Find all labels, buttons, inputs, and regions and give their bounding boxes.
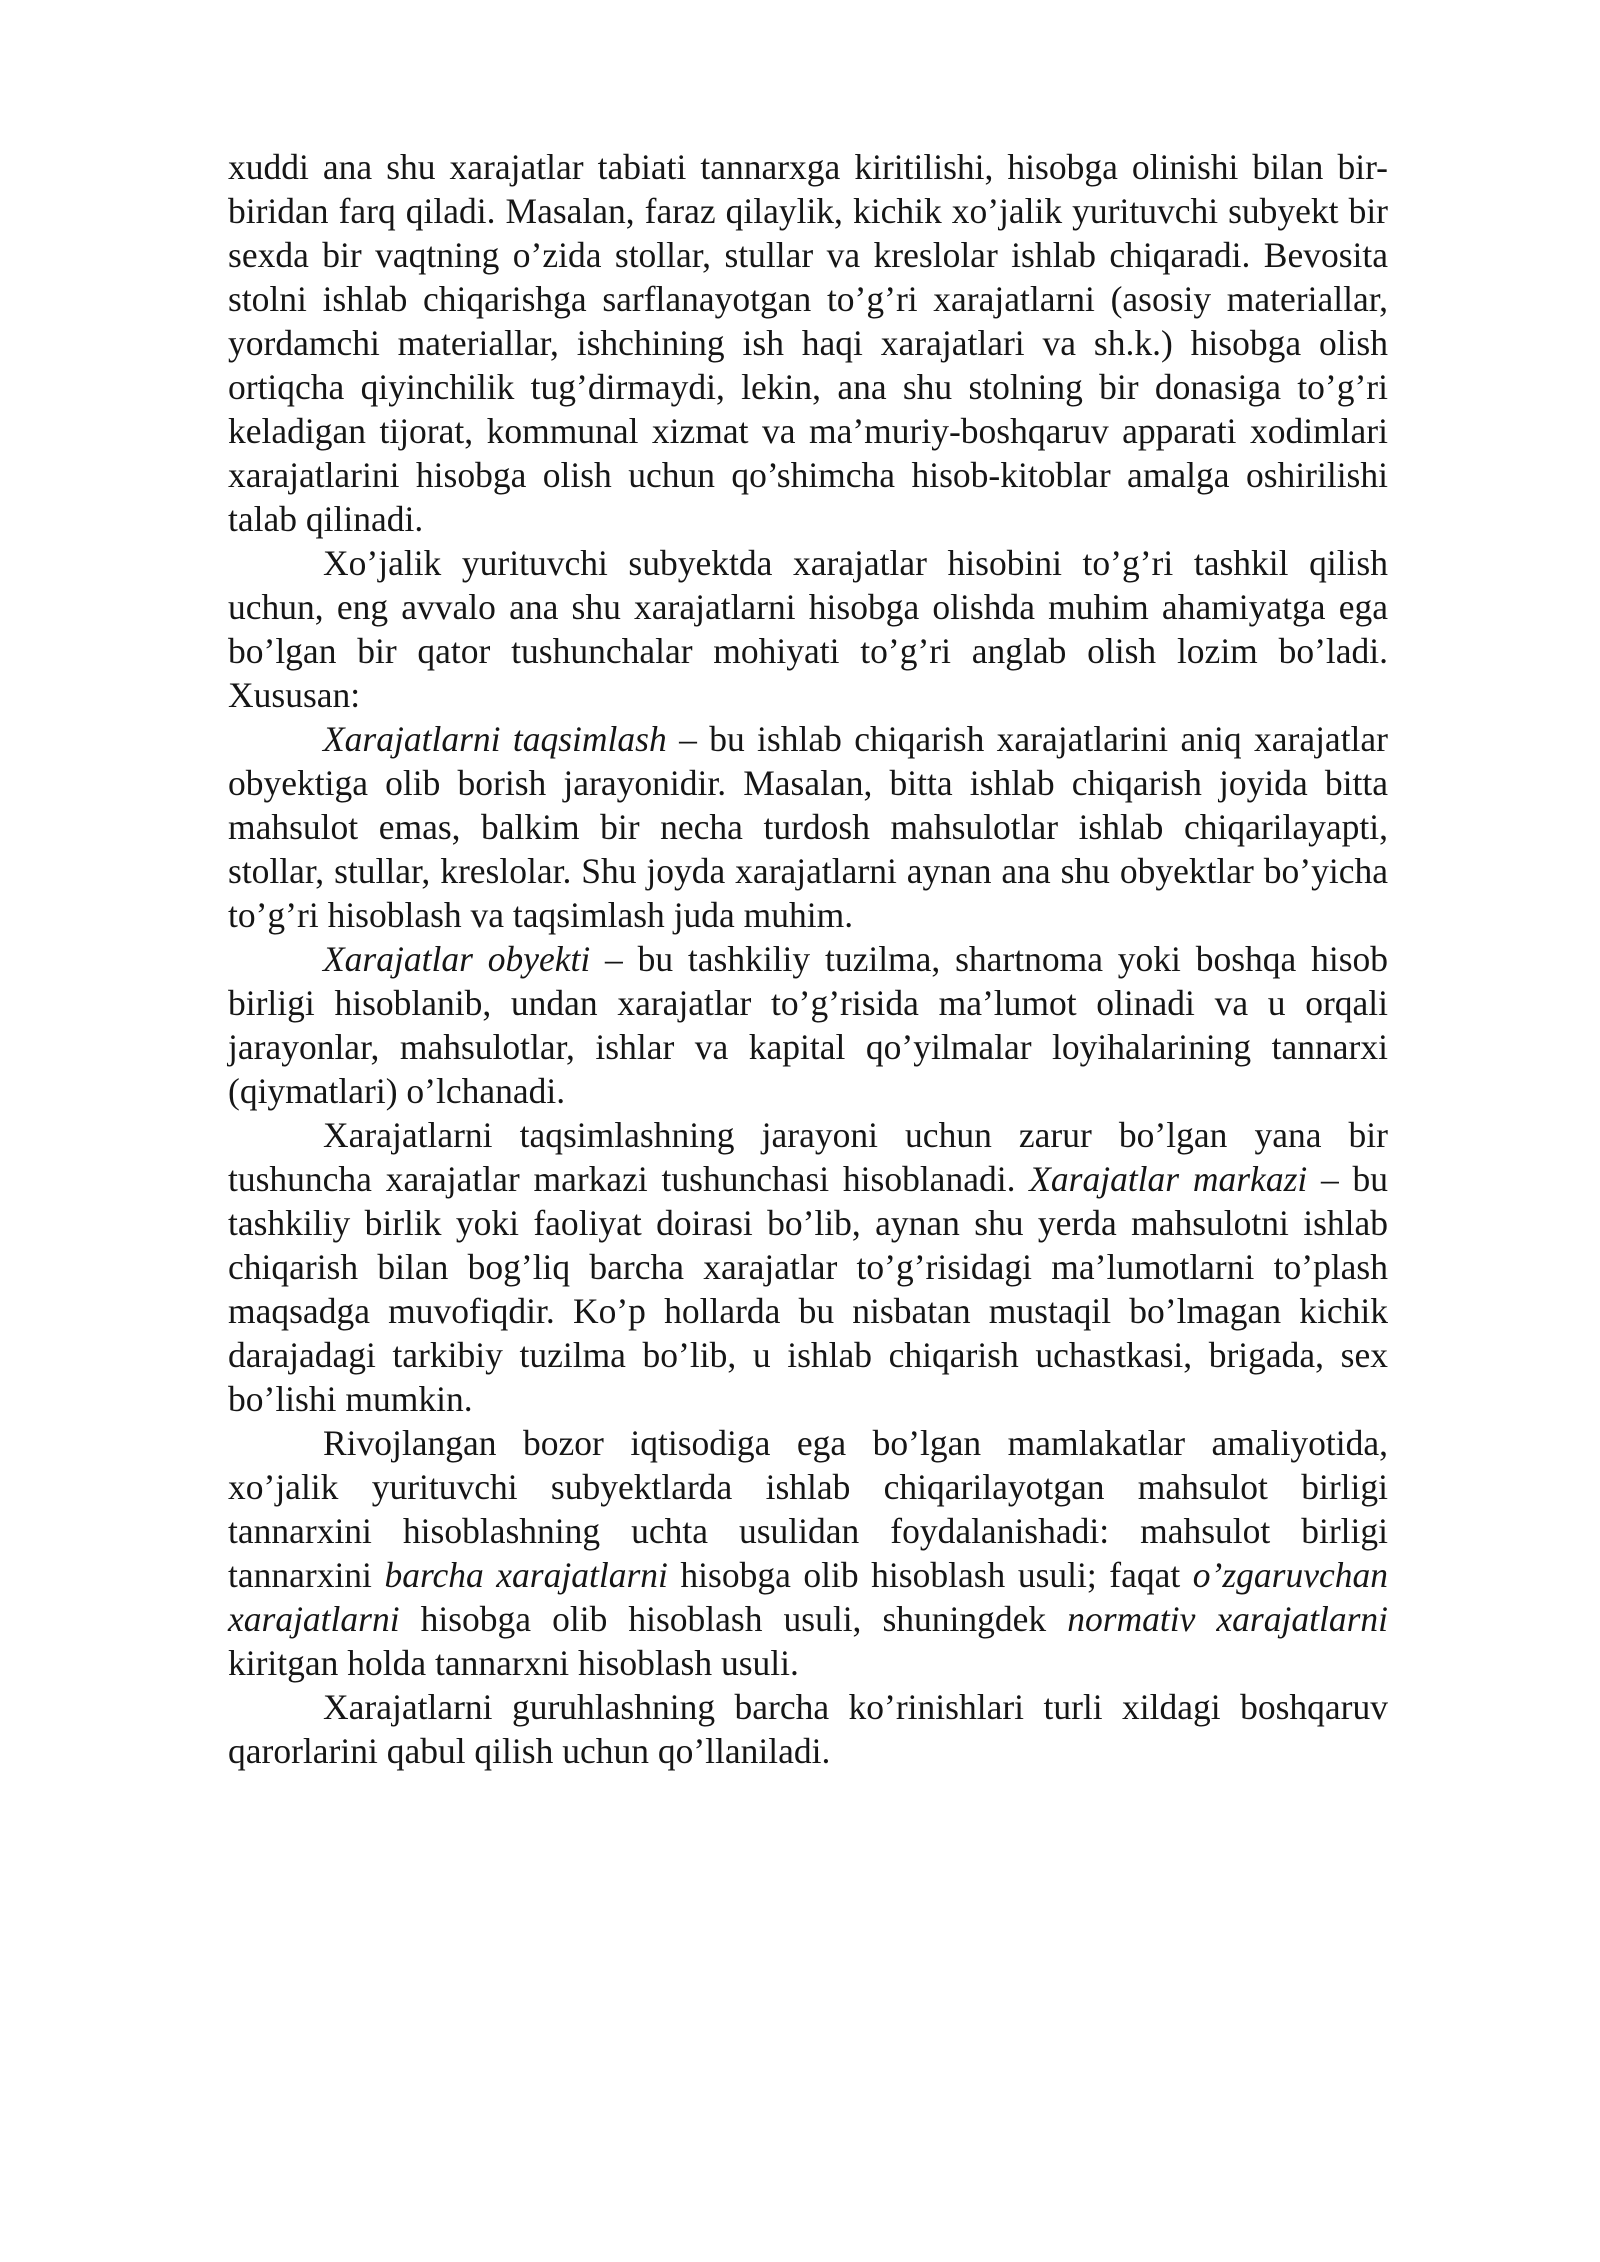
paragraph-5: [228, 1113, 1388, 1421]
paragraph-1: [228, 145, 1388, 541]
paragraph-7: [228, 1685, 1388, 1773]
term-cost-object: Xarajatlar obyekti: [323, 939, 591, 979]
paragraph-4: [228, 937, 1388, 1113]
paragraph-3-text: – bu ishlab chiqarish xarajatlarini aniq xarajatlar obyektiga olib borish jarayonidir. Masalan, bitta ishlab chiqarish joyida bitta mahsulot emas, balkim bir necha turdosh mahsulotlar ishlab chiqarilayapti, stollar, stullar, kreslolar. Shu joyda xarajatlarni aynan ana shu obyektlar bo’yicha to’g’ri hisoblash va taqsimlash juda muhim.: [228, 719, 1388, 935]
paragraph-2: [228, 541, 1388, 717]
document-page: [228, 145, 1388, 1773]
paragraph-6-text-a: Rivojlangan bozor iqtisodiga ega bo’lgan mamlakatlar amaliyotida, xo’jalik yurituvchi subyektlarda ishlab chiqarilayotgan mahsulot birligi tannarxini hisoblashning uchta usulidan foydalanishadi: mahsulot birligi tannarxini: [228, 1423, 1388, 1595]
paragraph-2-text: Xo’jalik yurituvchi subyektda xarajatlar hisobini to’g’ri tashkil qilish uchun, eng avvalo ana shu xarajatlarni hisobga olishda muhim ahamiyatga ega bo’lgan bir qator tushunchalar mohiyati to’g’ri anglab olish lozim bo’ladi. Xususan:: [228, 543, 1388, 715]
paragraph-6-text-c: hisobga olib hisoblash usuli, shuningdek: [399, 1599, 1068, 1639]
paragraph-6: [228, 1421, 1388, 1685]
paragraph-6-text-d: kiritgan holda tannarxni hisoblash usuli.: [228, 1643, 799, 1683]
paragraph-5-text-b: – bu tashkiliy birlik yoki faoliyat doirasi bo’lib, aynan shu yerda mahsulotni ishlab chiqarish bilan bog’liq barcha xarajatlar to’g’risidagi ma’lumotlarni to’plash maqsadga muvofiqdir. Ko’p hollarda bu nisbatan mustaqil bo’lmagan kichik darajadagi tarkibiy tuzilma bo’lib, u ishlab chiqarish uchastkasi, brigada, sex bo’lishi mumkin.: [228, 1159, 1389, 1419]
term-cost-center: Xarajatlar markazi: [1029, 1159, 1308, 1199]
paragraph-4-text: – bu tashkiliy tuzilma, shartnoma yoki boshqa hisob birligi hisoblanib, undan xarajatlar to’g’risida ma’lumot olinadi va u orqali jarayonlar, mahsulotlar, ishlar va kapital qo’yilmalar loyihalarining tannarxi (qiymatlari) o’lchanadi.: [228, 939, 1389, 1111]
paragraph-7-text: Xarajatlarni guruhlashning barcha ko’rinishlari turli xildagi boshqaruv qarorlarini qabul qilish uchun qo’llaniladi.: [228, 1687, 1388, 1771]
paragraph-5-text-a: Xarajatlarni taqsimlashning jarayoni uchun zarur bo’lgan yana bir tushuncha xarajatlar markazi tushunchasi hisoblanadi.: [228, 1115, 1388, 1199]
paragraph-1-text: xuddi ana shu xarajatlar tabiati tannarxga kiritilishi, hisobga olinishi bilan bir-biridan farq qiladi. Masalan, faraz qilaylik, kichik xo’jalik yurituvchi subyekt bir sexda bir vaqtning o’zida stollar, stullar va kreslolar ishlab chiqaradi. Bevosita stolni ishlab chiqarishga sarflanayotgan to’g’ri xarajatlarni (asosiy materiallar, yordamchi materiallar, ishchining ish haqi xarajatlari va sh.k.) hisobga olish ortiqcha qiyinchilik tug’dirmaydi, lekin, ana shu stolning bir donasiga to’g’ri keladigan tijorat, kommunal xizmat va ma’muriy-boshqaruv apparati xodimlari xarajatlarini hisobga olish uchun qo’shimcha hisob-kitoblar amalga oshirilishi talab qilinadi.: [228, 147, 1388, 539]
term-all-costs: barcha xarajatlarni: [384, 1555, 668, 1595]
paragraph-3: [228, 717, 1388, 937]
term-variable-costs: o’zgaruvchan xarajatlarni: [228, 1555, 1388, 1639]
term-cost-allocation: Xarajatlarni taqsimlash: [323, 719, 667, 759]
term-normative-costs: normativ xarajatlarni: [1067, 1599, 1388, 1639]
paragraph-6-text-b: hisobga olib hisoblash usuli; faqat: [667, 1555, 1193, 1595]
